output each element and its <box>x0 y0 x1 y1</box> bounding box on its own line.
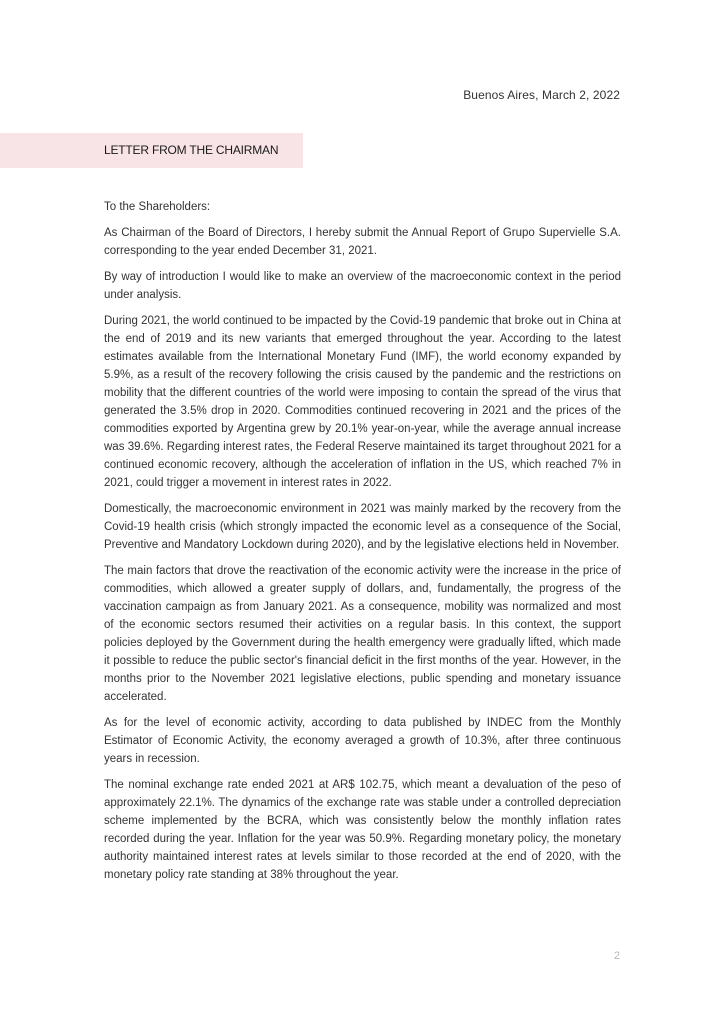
paragraph-6: As for the level of economic activity, according to data published by INDEC from the Monthly Estimator of Economic Activity, the economy averaged a growth of 10.3%, after three continuous years in recession. <box>104 717 621 765</box>
letter-body <box>104 198 621 892</box>
page-number: 2 <box>613 950 620 962</box>
paragraph-5: The main factors that drove the reactivation of the economic activity were the increase in the price of commodities, which allowed a greater supply of dollars, and, fundamentally, the progress of the vaccination campaign as from January 2021. As a consequence, mobility was normalized and most of the economic sectors resumed their activities on a regular basis. In this context, the support policies deployed by the Government during the health emergency were gradually lifted, which made it possible to reduce the public sector's financial deficit in the first months of the year. However, in the months prior to the November 2021 legislative elections, public spending and monetary issuance accelerated. <box>104 565 621 703</box>
section-title: LETTER FROM THE CHAIRMAN <box>104 143 279 157</box>
salutation: To the Shareholders: <box>104 201 211 213</box>
paragraph-7: The nominal exchange rate ended 2021 at AR$ 102.75, which meant a devaluation of the peso of approximately 22.1%. The dynamics of the exchange rate was stable under a controlled depreciation scheme implemented by the BCRA, which was consistently below the monthly inflation rates recorded during the year. Inflation for the year was 50.9%. Regarding monetary policy, the monetary authority maintained interest rates at levels similar to those recorded at the end of 2020, with the monetary policy rate standing at 38% throughout the year. <box>104 779 621 881</box>
place-date: Buenos Aires, March 2, 2022 <box>463 88 620 102</box>
paragraph-2: By way of introduction I would like to make an overview of the macroeconomic context in the period under analysis. <box>104 271 621 301</box>
paragraph-1: As Chairman of the Board of Directors, I hereby submit the Annual Report of Grupo Supervielle S.A. corresponding to the year ended December 31, 2021. <box>104 227 621 257</box>
paragraph-3: During 2021, the world continued to be impacted by the Covid-19 pandemic that broke out in China at the end of 2019 and its new variants that emerged throughout the year. According to the latest estimates available from the International Monetary Fund (IMF), the world economy expanded by 5.9%, as a result of the recovery following the crisis caused by the pandemic and the restrictions on mobility that the different countries of the world were imposing to contain the spread of the virus that generated the 3.5% drop in 2020. Commodities continued recovering in 2021 and the prices of the commodities exported by Argentina grew by 20.1% year-on-year, while the average annual increase was 39.6%. Regarding interest rates, the Federal Reserve maintained its target throughout 2021 for a continued economic recovery, although the acceleration of inflation in the US, which reached 7% in 2021, could trigger a movement in interest rates in 2022. <box>104 315 621 489</box>
paragraph-4: Domestically, the macroeconomic environment in 2021 was mainly marked by the recovery from the Covid-19 health crisis (which strongly impacted the economic level as a consequence of the Social, Preventive and Mandatory Lockdown during 2020), and by the legislative elections held in November. <box>104 503 621 551</box>
